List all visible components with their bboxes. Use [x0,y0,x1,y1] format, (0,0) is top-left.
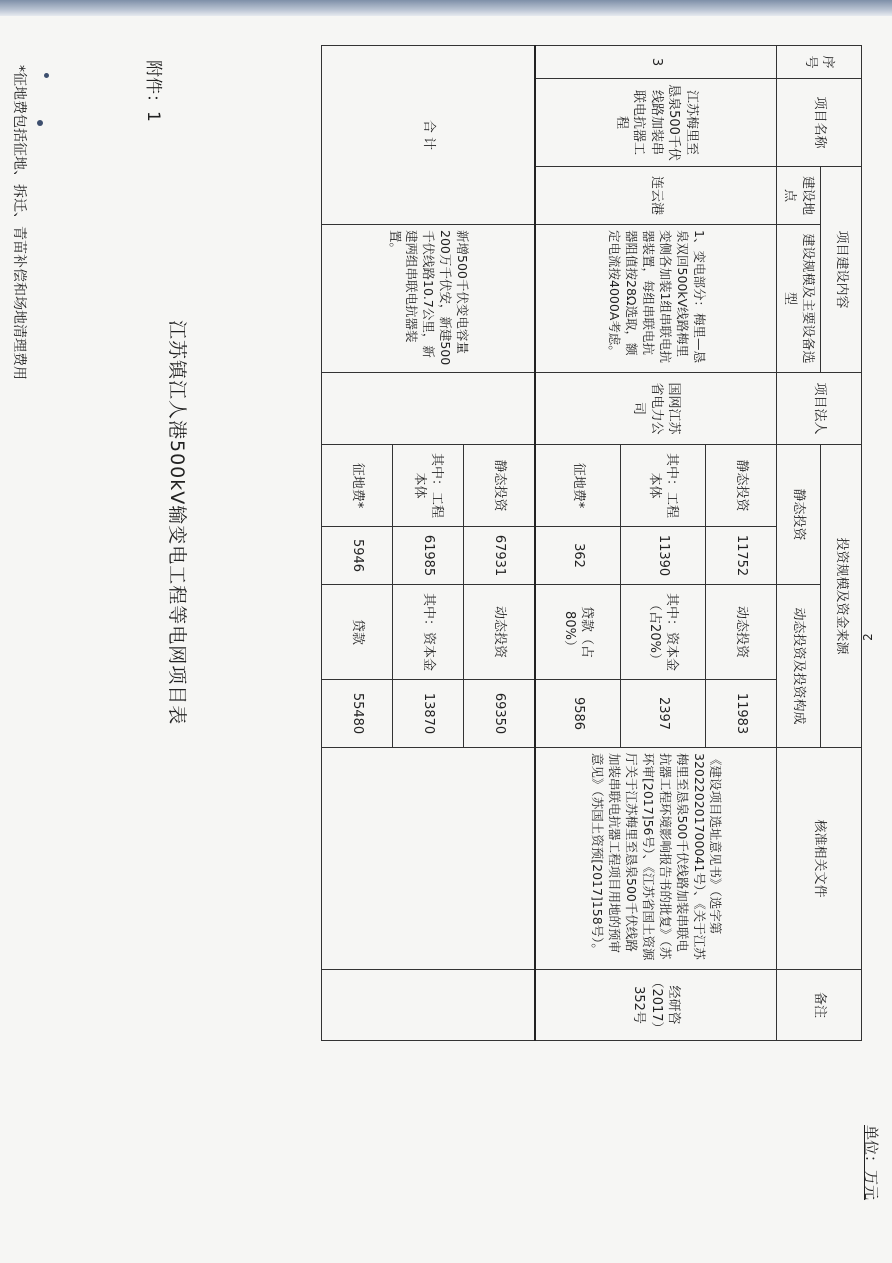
header-content-group: 项目建设内容 [821,167,862,373]
page-number: 2 [860,633,875,641]
total-static-label: 静态投资 [463,445,535,527]
total-remarks-empty [321,970,535,1041]
header-legal-person: 项目法人 [776,373,861,445]
total-dynamic-sub2-value: 55480 [321,680,392,748]
project-static-sub1-label: 其中：工程本体 [620,445,705,527]
total-static-sub2-value: 5946 [321,527,392,585]
project-name: 江苏梅里至恳泉500千伏线路加装串联电抗器工程 [535,79,777,167]
header-remarks: 备注 [776,970,861,1041]
total-dynamic-sub2-label: 贷款 [321,585,392,680]
project-static-label: 静态投资 [705,445,776,527]
project-dynamic-value: 11983 [705,680,776,748]
total-label: 合 计 [321,46,535,225]
project-legal-person: 国网江苏省电力公司 [535,373,777,445]
project-dynamic-sub2-label: 贷款（占80%） [535,585,621,680]
project-seq: 3 [535,46,777,79]
total-dynamic-value: 69350 [463,680,535,748]
total-static-sub2-label: 征地费* [321,445,392,527]
total-dynamic-sub1-label: 其中：资本金 [392,585,463,680]
total-scale: 新增500千伏变电容量200万千伏安，新建500千伏线路10.7公里，新建两组串联电抗器装置。 [321,225,535,373]
total-static-sub1-value: 61985 [392,527,463,585]
total-legal-person-empty [321,373,535,445]
total-approval-empty [321,748,535,970]
project-location: 连云港 [535,167,777,225]
project-scale: 1、变电部分：梅里—恳泉双回500kV线路梅里变侧各加装1组串联电抗器装置，每组串联电抗器阻值按28Ω选取，额定电流按4000A考虑。 [535,225,777,373]
attachment-label: 附件：1 [143,60,163,122]
project-static-sub2-value: 362 [535,527,621,585]
document-title: 江苏镇江人港500kV输变电工程等电网项目表 [166,320,188,726]
header-location: 建设地点 [776,167,820,225]
header-approval-docs: 核准相关文件 [776,748,861,970]
project-remarks: 经研咨（2017）352号 [535,970,777,1041]
header-dynamic: 动态投资及投资构成 [776,585,820,748]
header-project-name: 项目名称 [776,79,861,167]
project-dynamic-label: 动态投资 [705,585,776,680]
total-dynamic-label: 动态投资 [463,585,535,680]
total-dynamic-sub1-value: 13870 [392,680,463,748]
total-static-value: 67931 [463,527,535,585]
unit-label: 单位：万元 [862,1125,880,1201]
project-dynamic-sub1-label: 其中：资本金（占20%） [620,585,705,680]
header-investment-group: 投资规模及资金来源 [821,445,862,748]
project-dynamic-sub2-value: 9586 [535,680,621,748]
header-scale: 建设规模及主要设备选型 [776,225,820,373]
project-approval-docs: 《建设项目选址意见书》（选字第320220201700041号）、《关于江苏梅里至恳泉500千伏线路加装串联电抗器工程环境影响报告书的批复》（苏环审[2017]56号）、《江苏省国土资源厅关于江苏梅里至恳泉500千伏线路加装串联电抗器工程项目用地的预审意见》（苏国土资预[2017]158号）。 [535,748,777,970]
footnote: *征地费包括征地、拆迁、青苗补偿和场地清理费用 [11,65,27,380]
project-static-sub2-label: 征地费* [535,445,621,527]
project-table [321,45,862,1041]
project-static-sub1-value: 11390 [620,527,705,585]
project-dynamic-sub1-value: 2397 [620,680,705,748]
header-static: 静态投资 [776,445,820,585]
header-seq: 序号 [776,46,861,79]
total-static-sub1-label: 其中：工程本体 [392,445,463,527]
project-static-value: 11752 [705,527,776,585]
